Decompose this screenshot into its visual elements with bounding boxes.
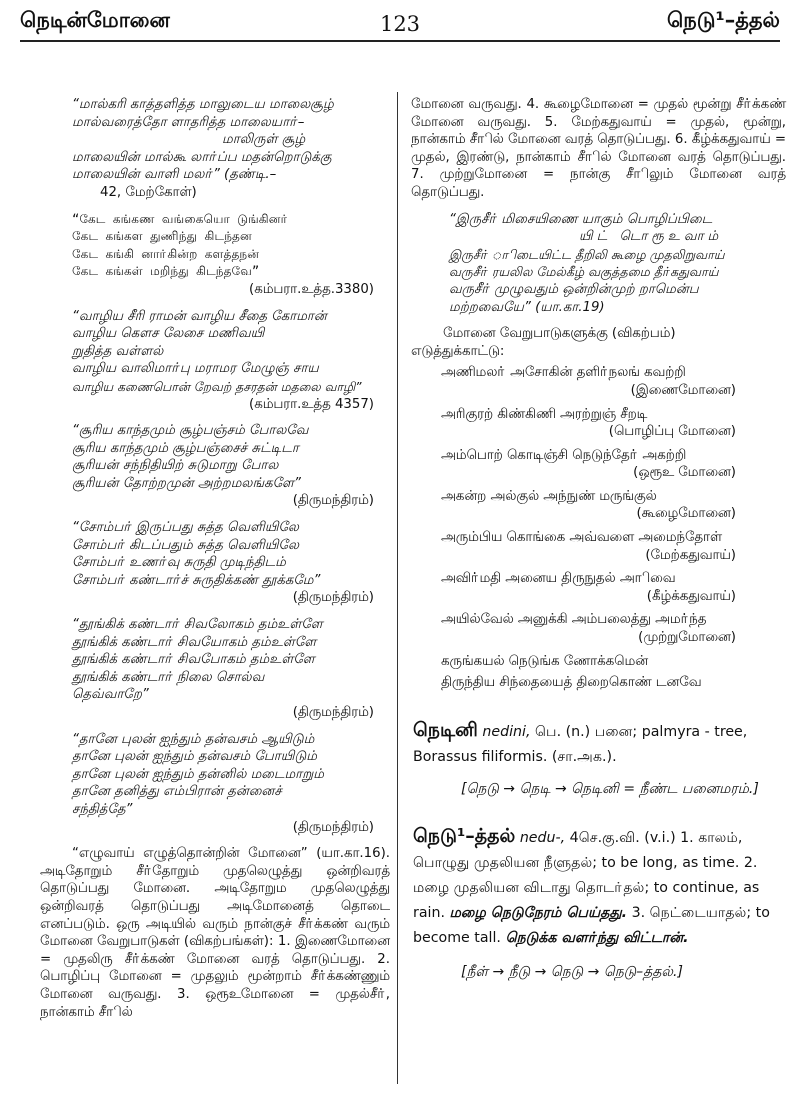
prose-paragraph: மோனை வருவது. 4. கூழைமோனை = முதல் மூன்று சீா்க்கண் மோனை வருவது. 5. மேற்கதுவாய் = முதல், மூன்று, நான்காம் சீாில் மோனை வரத் தொடுப்பது. 6. கீழ்க்கதுவாய் = முதல், இரண்டு, நான்காம் சீாில் மோனை வரத் தொடுப்பது. 7. முற்றுமோனை = நான்கு சீாிலும் மோனை வரத் தொடுப்பது. [411, 97, 786, 200]
example-label: (பொழிப்பு மோனை) [608, 424, 736, 440]
verse-line: கேட கங்கள் மறிந்து கிடந்தவே” [72, 264, 260, 279]
example [411, 447, 786, 482]
verse-line: “இருசீா் மிசையிணை யாகும் பொழிப்பிடை [449, 211, 713, 227]
verse-line: மால்வரைத்தோ ளாதரித்த மாலையாா்– [72, 114, 305, 130]
definition: பெ. (n.) பனை; palmyra - tree, Borassus filiformis. (சா.அக.). [413, 723, 748, 765]
verse-line: “தானே புலன் ஐந்தும் தன்வசம் ஆயிடும் [72, 731, 315, 747]
verse-line: சோம்பா் கிடப்பதும் சுத்த வெளியிலே [72, 537, 299, 553]
example-label: (மேற்கதுவாய்) [645, 547, 736, 563]
verse-line: வருசீா் முழுவதும் ஒன்றின்முற் றாமென்ப [449, 281, 699, 297]
verse-line: கேட கங்கி னாா்கின்ற களத்தநன் [72, 246, 260, 261]
dictionary-entry [411, 824, 786, 951]
example-line: அம்பொற் கொடிஞ்சி நெடுந்தோ் அகற்றி [441, 447, 687, 463]
verse-line: தானே தனித்து எம்பிரான் தன்னைச் [72, 784, 282, 800]
verse-line: யிட் டொரூஉவாம் [579, 229, 723, 245]
etymology: [நெடு → நெடி → நெடினி = நீண்ட பனைமரம்.] [461, 780, 759, 797]
intro-line: எடுத்துக்காட்டு: [411, 343, 505, 359]
romanization: nedini, [482, 723, 531, 740]
right-column [411, 96, 786, 983]
verse-line: சூரிய காந்தமும் சூழ்பஞ்சைச் சுட்டிடா [72, 440, 299, 456]
definition: 3. நெட்டையாதல்; to become tall. [413, 904, 770, 946]
example [411, 611, 786, 646]
verse-line: றுதித்த வள்ளல் [72, 343, 164, 359]
page-number: 123 [379, 12, 421, 36]
example [411, 529, 786, 564]
running-head-left: நெடின்மோனை [20, 8, 170, 32]
verse-line: “வாழிய சீரி ராமன் வாழிய சீதை கோமான் [72, 308, 327, 324]
verse-line: வாழிய கௌச லேசை மணிவயி [72, 326, 265, 342]
headword: நெடினி [413, 718, 478, 741]
verse-line: இருசீா் ாிடையிட்ட தீறிலி கூழை முதலிறுவாய் [449, 246, 725, 262]
verse-line: தூங்கிக் கண்டாா் சிவபோகம் தம்உள்ளே [72, 652, 315, 668]
page-header [20, 8, 780, 44]
example-label: (கீழ்க்கதுவாய்) [646, 588, 736, 604]
verse-line: சோம்பா் கண்டாா்ச் சுருதிக்கண் தூக்கமே” [72, 572, 321, 588]
verse-line: தானே புலன் ஐந்தும் தன்வசம் போயிடும் [72, 749, 317, 765]
example-line: அணிமலா் அசோகின் தளிா்நலங் கவற்றி [441, 365, 686, 381]
citation: (கம்பரா.உத்த 4357) [249, 396, 374, 412]
example [411, 406, 786, 441]
example-label: (கூழைமோனை) [636, 506, 736, 522]
citation: (திருமந்திரம்) [292, 819, 374, 835]
example [411, 488, 786, 523]
verse-line: “சூரிய காந்தமும் சூழ்பஞ்சம் போலவே [72, 423, 309, 439]
verse-line: வருசீா் ரயலில மேல்கீழ் வகுத்தமை தீா்கதுவாய் [449, 264, 719, 280]
column-divider [397, 92, 398, 1084]
closing-line: கருங்கயல் நெடுங்க ணோக்கமென் [441, 653, 649, 669]
citation: (திருமந்திரம்) [292, 705, 374, 720]
verse-line: சந்தித்தே” [72, 801, 133, 817]
usage-example: நெடுக்க வளா்ந்து விட்டான். [505, 929, 689, 946]
verse-line: சூரியன் தோற்றமுன் அற்றமலங்களே” [72, 475, 301, 491]
verse-line: சோம்பா் உணா்வு சுருதி முடிந்திடம் [72, 555, 286, 571]
intro-line: மோனை வேறுபாடுகளுக்கு (விகற்பம்) [443, 326, 676, 342]
verse-line: தெவ்வாறே” [72, 687, 149, 703]
citation: (கம்பரா.உத்த.3380) [249, 281, 374, 297]
verse-line: தூங்கிக் கண்டாா் நிலை சொல்வ [72, 669, 265, 685]
example-line: அவிா்மதி அனைய திருநுதல் அாிவை [441, 571, 676, 587]
verse-line: தானே புலன் ஐந்தும் தன்னில் மடைமாறும் [72, 766, 324, 782]
dictionary-entry [411, 718, 786, 770]
verse-line: “மால்கரி காத்தளித்த மாலுடைய மாலைசூழ் [72, 97, 334, 112]
verse-line: தூங்கிக் கண்டாா் சிவயோகம் தம்உள்ளே [72, 634, 317, 650]
example-label: (முற்றுமோனை) [638, 630, 736, 646]
definition: 4செ.கு.வி. (v.i.) 1. காலம், பொழுது முதலியன நீளுதல்; to be long, as time. 2. மழை முதலியன விடாது தொடா்தல்; to continue, as rain. [413, 829, 760, 921]
example-label: (ஒரூஉ மோனை) [633, 465, 736, 481]
example-line: அகன்ற அல்குல் அந்நுண் மருங்குல் [441, 488, 657, 504]
prose-paragraph: “எழுவாய் எழுத்தொன்றின் மோனை” (யா.கா.16). அடிதோறும் சீா்தோறும் முதலெழுத்து ஒன்றிவரத் தொடுப்பது மோனை. அடிதோறும முதலெழுத்து ஒன்றிவரத் தொடுப்பது அடிமோனைத் தொடை எனப்படும். ஒரு அடியில் வரும் நான்குச் சீா்க்கண் வரும் மோனை வேறுபாடுகள் (விகற்பங்கள்): 1. இணைமோனை = முதலிரு சீா்க்கண் மோனை வரத் தொடுப்பது. 2. பொழிப்பு மோனை = முதலும் மூன்றாம் சீா்க்கண்ணும் மோனை வருவது. 3. ஒரூஉமோனை = முதல்சீா், நான்காம் சீாில் [40, 846, 390, 1020]
example-line: அரிகுரற் கிண்கிணி அரற்றுஞ் சீறடி [441, 406, 648, 422]
verse-line: கேட கங்கள துணிந்து கிடந்தன [72, 229, 252, 244]
verse-line: மாலையின் வாளி மலா்” (தண்டி.– [72, 167, 277, 183]
verse-line: வாழிய கணைபொன் றேவற் தசரதன் மதலை வாழி” [72, 378, 362, 394]
example [411, 570, 786, 605]
header-rule [20, 40, 780, 42]
verse-line: மாலையின் மால்கூ லாா்ப்ப மதன்றொடுக்கு [72, 149, 332, 165]
verse-block [411, 211, 786, 317]
verse-line: மற்றவையே” (யா.கா.19) [449, 299, 605, 315]
citation: (திருமந்திரம்) [292, 493, 374, 509]
example-line: அரும்பிய கொங்கை அவ்வளை அமைந்தோள் [441, 530, 722, 546]
verse-line: வாழிய வாலிமாா்பு மராமர மேழுஞ் சாய [72, 361, 319, 377]
verse-line: “தூங்கிக் கண்டாா் சிவலோகம் தம்உள்ளே [72, 617, 323, 633]
left-column [40, 96, 390, 1021]
example [411, 364, 786, 399]
running-head-right: நெடு¹–த்தல் [666, 8, 780, 32]
romanization: nedu-, [519, 829, 566, 846]
verse-line: “சோம்பா் இருப்பது சுத்த வெளியிலே [72, 520, 299, 536]
citation: 42, மேற்கோள்) [100, 184, 197, 200]
usage-example: மழை நெடுநேரம் பெய்தது. [449, 904, 628, 921]
verse-line: சூரியன் சந்நிதியிற் சுடுமாறு போல [72, 458, 279, 474]
verse-line: மாலிருள் சூழ் [222, 132, 306, 148]
closing-line: திருந்திய சிந்தையைத் திறைகொண் டனவே [441, 675, 702, 691]
citation: (திருமந்திரம்) [292, 590, 374, 606]
headword: நெடு¹–த்தல் [413, 824, 516, 847]
example-label: (இணைமோனை) [630, 382, 736, 398]
example-line: அயில்வேல் அனுக்கி அம்பலைத்து அமா்ந்த [441, 612, 707, 628]
etymology: [நீள் → நீடு → நெடு → நெடு–த்தல்.] [461, 963, 683, 980]
verse-line: “கேட கங்கண வங்கையொ டுங்கினா் [72, 211, 289, 226]
